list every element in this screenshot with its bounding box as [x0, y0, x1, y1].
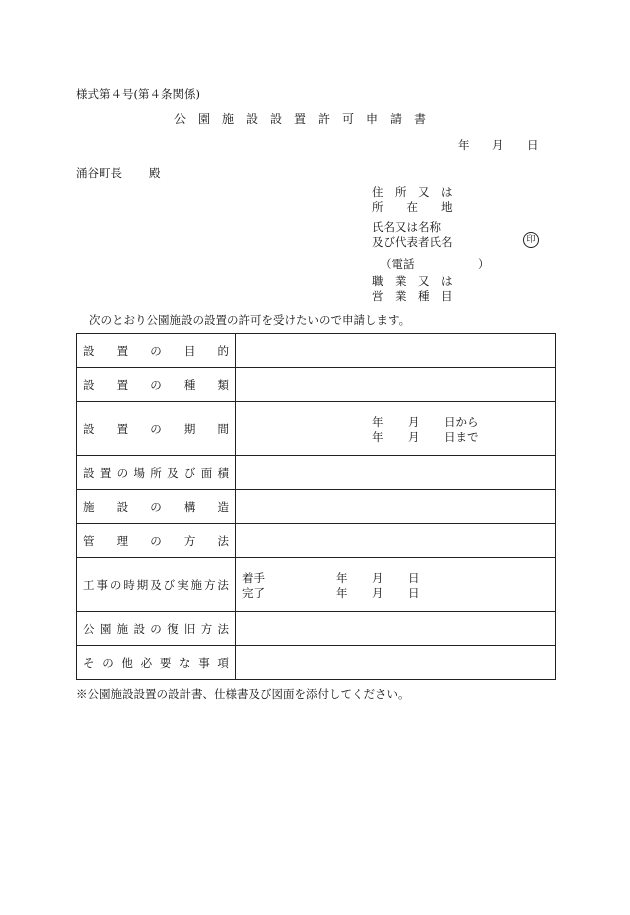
row-label-period: 設 置 の 期 間 [83, 421, 229, 436]
field-type[interactable] [236, 368, 556, 402]
occupation-label: 職 業 又 は 営 業 種 目 [372, 274, 453, 303]
period-to-year: 年 [372, 430, 384, 444]
construction-end-month: 月 [372, 586, 384, 600]
field-period[interactable] [236, 402, 556, 456]
construction-start-day: 日 [408, 571, 420, 585]
row-label-structure: 施 設 の 構 造 [83, 499, 229, 514]
row-label-restoration: 公 園 施 設 の 復 旧 方 法 [83, 621, 229, 636]
period-to-day: 日まで [444, 430, 479, 444]
field-construction[interactable] [236, 558, 556, 612]
construction-end-day: 日 [408, 586, 420, 600]
table-row [77, 646, 556, 680]
table-row [77, 402, 556, 456]
field-structure[interactable] [236, 490, 556, 524]
period-from-day: 日から [444, 415, 479, 429]
addressee-name: 涌谷町長 [76, 166, 122, 180]
seal-mark: 印 [523, 232, 539, 248]
name-label: 氏名又は名称 及び代表者氏名 [372, 220, 453, 249]
addressee-honorific: 殿 [149, 166, 161, 180]
row-label-location: 設 置 の 場 所 及 び 面 積 [83, 465, 229, 480]
row-label-type: 設 置 の 種 類 [83, 377, 229, 392]
intro-text: 次のとおり公園施設の設置の許可を受けたいので申請します。 [89, 313, 411, 327]
field-location[interactable] [236, 456, 556, 490]
phone-close: ） [478, 257, 490, 271]
address-label: 住 所 又 は 所 在 地 [372, 185, 453, 214]
field-purpose[interactable] [236, 334, 556, 368]
row-label-purpose: 設 置 の 目 的 [83, 343, 229, 358]
period-to-month: 月 [408, 430, 420, 444]
construction-end-label: 完了 [242, 586, 265, 600]
table-row [77, 334, 556, 368]
construction-start-month: 月 [372, 571, 384, 585]
construction-end-year: 年 [336, 586, 348, 600]
application-table [76, 333, 556, 680]
row-label-management: 管 理 の 方 法 [83, 533, 229, 548]
footnote: ※公園施設設置の設計書、仕様書及び図面を添付してください。 [76, 687, 410, 701]
period-from-year: 年 [372, 415, 384, 429]
construction-start-label: 着手 [242, 571, 265, 585]
form-title: 公 園 施 設 設 置 許 可 申 請 書 [174, 112, 427, 126]
table-row [77, 456, 556, 490]
row-label-construction: 工 事 の 時 期 及 び 実 施 方 法 [83, 577, 229, 592]
phone-open: （電話 [380, 257, 415, 271]
table-row [77, 368, 556, 402]
period-from-month: 月 [408, 415, 420, 429]
form-number: 様式第４号(第４条関係) [76, 87, 200, 101]
field-restoration[interactable] [236, 612, 556, 646]
construction-start-year: 年 [336, 571, 348, 585]
date-day: 日 [527, 138, 539, 152]
field-other[interactable] [236, 646, 556, 680]
table-row [77, 612, 556, 646]
field-management[interactable] [236, 524, 556, 558]
date-year: 年 [458, 138, 470, 152]
table-row [77, 524, 556, 558]
table-row [77, 558, 556, 612]
date-month: 月 [492, 138, 504, 152]
row-label-other: そ の 他 必 要 な 事 項 [83, 655, 229, 670]
table-row [77, 490, 556, 524]
